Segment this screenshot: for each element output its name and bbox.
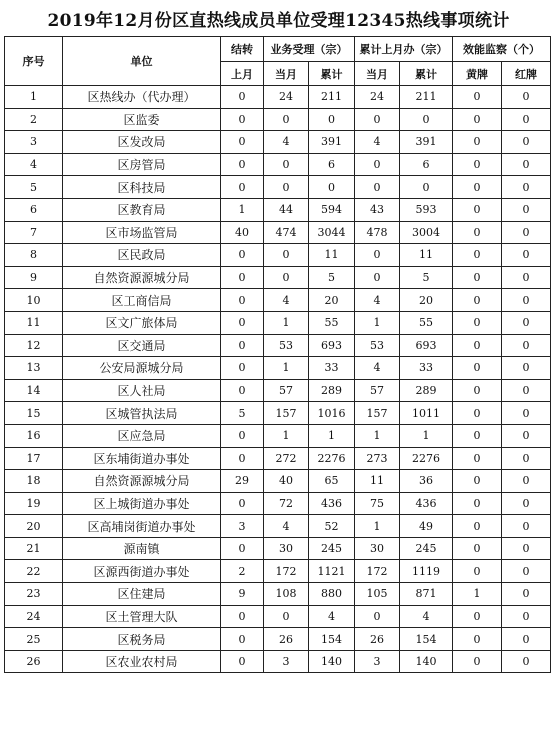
cell-yellow-card: 0 [453, 289, 502, 312]
cell-yellow-card: 0 [453, 605, 502, 628]
cell-business-this-month: 0 [264, 605, 309, 628]
cell-cumulative-total: 33 [400, 357, 453, 380]
cell-carryover-last-month: 0 [221, 492, 264, 515]
cell-business-this-month: 172 [264, 560, 309, 583]
cell-seq: 14 [5, 379, 63, 402]
cell-carryover-last-month: 5 [221, 402, 264, 425]
cell-seq: 11 [5, 311, 63, 334]
cell-seq: 21 [5, 537, 63, 560]
cell-business-total: 3044 [309, 221, 355, 244]
cell-carryover-last-month: 0 [221, 379, 264, 402]
cell-carryover-last-month: 0 [221, 311, 264, 334]
cell-carryover-last-month: 0 [221, 108, 264, 131]
cell-yellow-card: 0 [453, 447, 502, 470]
cell-business-this-month: 0 [264, 176, 309, 199]
cell-yellow-card: 0 [453, 402, 502, 425]
table-row [5, 424, 551, 447]
header-total-2: 累计 [400, 62, 453, 86]
table-row [5, 176, 551, 199]
cell-seq: 4 [5, 153, 63, 176]
cell-business-total: 391 [309, 131, 355, 154]
cell-yellow-card: 0 [453, 492, 502, 515]
cell-business-total: 6 [309, 153, 355, 176]
cell-business-total: 4 [309, 605, 355, 628]
cell-cumulative-total: 245 [400, 537, 453, 560]
cell-cumulative-total: 36 [400, 470, 453, 493]
header-efficiency: 效能监察（个） [453, 37, 551, 62]
cell-cumulative-this-month: 478 [355, 221, 400, 244]
cell-business-total: 0 [309, 108, 355, 131]
table-row [5, 583, 551, 606]
cell-cumulative-total: 211 [400, 86, 453, 109]
cell-cumulative-total: 871 [400, 583, 453, 606]
cell-red-card: 0 [502, 153, 551, 176]
cell-unit: 公安局源城分局 [63, 357, 221, 380]
cell-carryover-last-month: 0 [221, 244, 264, 267]
cell-cumulative-total: 5 [400, 266, 453, 289]
cell-carryover-last-month: 0 [221, 537, 264, 560]
cell-cumulative-total: 4 [400, 605, 453, 628]
table-row [5, 379, 551, 402]
cell-red-card: 0 [502, 379, 551, 402]
cell-red-card: 0 [502, 176, 551, 199]
cell-cumulative-total: 20 [400, 289, 453, 312]
cell-carryover-last-month: 0 [221, 357, 264, 380]
cell-red-card: 0 [502, 108, 551, 131]
cell-cumulative-this-month: 0 [355, 244, 400, 267]
cell-cumulative-total: 1 [400, 424, 453, 447]
cell-cumulative-total: 593 [400, 198, 453, 221]
cell-unit: 区东埔街道办事处 [63, 447, 221, 470]
cell-business-this-month: 108 [264, 583, 309, 606]
cell-carryover-last-month: 0 [221, 266, 264, 289]
cell-yellow-card: 0 [453, 86, 502, 109]
cell-unit: 区源西街道办事处 [63, 560, 221, 583]
table-row [5, 357, 551, 380]
cell-seq: 25 [5, 628, 63, 651]
cell-cumulative-total: 140 [400, 650, 453, 673]
cell-business-this-month: 272 [264, 447, 309, 470]
cell-unit: 源南镇 [63, 537, 221, 560]
cell-business-total: 55 [309, 311, 355, 334]
table-row [5, 470, 551, 493]
cell-yellow-card: 0 [453, 424, 502, 447]
cell-seq: 13 [5, 357, 63, 380]
table-row [5, 311, 551, 334]
cell-cumulative-this-month: 105 [355, 583, 400, 606]
cell-carryover-last-month: 0 [221, 424, 264, 447]
header-cumulative: 累计上月办（宗） [355, 37, 453, 62]
cell-seq: 15 [5, 402, 63, 425]
cell-yellow-card: 1 [453, 583, 502, 606]
cell-red-card: 0 [502, 131, 551, 154]
table-row [5, 334, 551, 357]
table-row [5, 221, 551, 244]
cell-business-total: 52 [309, 515, 355, 538]
cell-cumulative-this-month: 4 [355, 357, 400, 380]
cell-red-card: 0 [502, 334, 551, 357]
cell-carryover-last-month: 0 [221, 176, 264, 199]
cell-seq: 7 [5, 221, 63, 244]
cell-red-card: 0 [502, 492, 551, 515]
table-header [5, 37, 551, 86]
cell-unit: 区工商信局 [63, 289, 221, 312]
cell-cumulative-this-month: 26 [355, 628, 400, 651]
cell-seq: 6 [5, 198, 63, 221]
cell-seq: 10 [5, 289, 63, 312]
cell-business-this-month: 72 [264, 492, 309, 515]
table-row [5, 108, 551, 131]
cell-business-this-month: 1 [264, 424, 309, 447]
cell-seq: 20 [5, 515, 63, 538]
table-row [5, 86, 551, 109]
cell-cumulative-total: 49 [400, 515, 453, 538]
cell-cumulative-this-month: 11 [355, 470, 400, 493]
cell-business-total: 0 [309, 176, 355, 199]
cell-unit: 区人社局 [63, 379, 221, 402]
cell-unit: 区文广旅体局 [63, 311, 221, 334]
cell-cumulative-total: 55 [400, 311, 453, 334]
cell-unit: 区应急局 [63, 424, 221, 447]
table-row [5, 515, 551, 538]
cell-cumulative-this-month: 43 [355, 198, 400, 221]
cell-cumulative-this-month: 1 [355, 311, 400, 334]
cell-cumulative-this-month: 172 [355, 560, 400, 583]
cell-business-total: 20 [309, 289, 355, 312]
cell-red-card: 0 [502, 515, 551, 538]
cell-seq: 26 [5, 650, 63, 673]
cell-business-this-month: 0 [264, 244, 309, 267]
cell-unit: 区城管执法局 [63, 402, 221, 425]
statistics-table [4, 36, 551, 673]
cell-business-total: 33 [309, 357, 355, 380]
cell-carryover-last-month: 0 [221, 447, 264, 470]
cell-unit: 区市场监管局 [63, 221, 221, 244]
cell-business-total: 11 [309, 244, 355, 267]
cell-carryover-last-month: 29 [221, 470, 264, 493]
cell-business-total: 1121 [309, 560, 355, 583]
cell-cumulative-this-month: 30 [355, 537, 400, 560]
table-row [5, 605, 551, 628]
table-body [5, 86, 551, 673]
cell-carryover-last-month: 1 [221, 198, 264, 221]
cell-cumulative-this-month: 75 [355, 492, 400, 515]
cell-red-card: 0 [502, 470, 551, 493]
table-row [5, 131, 551, 154]
cell-cumulative-this-month: 0 [355, 605, 400, 628]
cell-cumulative-total: 436 [400, 492, 453, 515]
cell-business-this-month: 3 [264, 650, 309, 673]
cell-seq: 12 [5, 334, 63, 357]
cell-red-card: 0 [502, 537, 551, 560]
cell-cumulative-this-month: 1 [355, 515, 400, 538]
cell-red-card: 0 [502, 357, 551, 380]
cell-business-total: 245 [309, 537, 355, 560]
cell-unit: 区民政局 [63, 244, 221, 267]
cell-business-this-month: 4 [264, 131, 309, 154]
cell-unit: 区教育局 [63, 198, 221, 221]
cell-cumulative-total: 0 [400, 176, 453, 199]
cell-unit: 自然资源源城分局 [63, 470, 221, 493]
cell-cumulative-this-month: 0 [355, 153, 400, 176]
cell-business-this-month: 4 [264, 515, 309, 538]
cell-yellow-card: 0 [453, 515, 502, 538]
cell-unit: 区土管理大队 [63, 605, 221, 628]
table-row [5, 266, 551, 289]
cell-carryover-last-month: 3 [221, 515, 264, 538]
cell-red-card: 0 [502, 221, 551, 244]
table-row [5, 628, 551, 651]
cell-business-total: 65 [309, 470, 355, 493]
header-total: 累计 [309, 62, 355, 86]
cell-business-total: 1016 [309, 402, 355, 425]
table-row [5, 447, 551, 470]
cell-carryover-last-month: 0 [221, 289, 264, 312]
cell-cumulative-total: 11 [400, 244, 453, 267]
cell-unit: 区监委 [63, 108, 221, 131]
header-unit: 单位 [63, 37, 221, 86]
cell-business-total: 140 [309, 650, 355, 673]
cell-cumulative-total: 289 [400, 379, 453, 402]
cell-business-this-month: 40 [264, 470, 309, 493]
cell-carryover-last-month: 0 [221, 628, 264, 651]
cell-yellow-card: 0 [453, 628, 502, 651]
cell-red-card: 0 [502, 86, 551, 109]
cell-business-this-month: 30 [264, 537, 309, 560]
cell-business-this-month: 24 [264, 86, 309, 109]
cell-carryover-last-month: 0 [221, 153, 264, 176]
cell-cumulative-total: 2276 [400, 447, 453, 470]
cell-red-card: 0 [502, 650, 551, 673]
cell-unit: 区科技局 [63, 176, 221, 199]
table-row [5, 289, 551, 312]
cell-carryover-last-month: 0 [221, 334, 264, 357]
cell-seq: 19 [5, 492, 63, 515]
cell-business-this-month: 44 [264, 198, 309, 221]
cell-business-this-month: 157 [264, 402, 309, 425]
cell-business-total: 594 [309, 198, 355, 221]
cell-unit: 区上城街道办事处 [63, 492, 221, 515]
cell-cumulative-total: 6 [400, 153, 453, 176]
cell-unit: 自然资源源城分局 [63, 266, 221, 289]
table-row [5, 537, 551, 560]
cell-unit: 区农业农村局 [63, 650, 221, 673]
cell-cumulative-this-month: 57 [355, 379, 400, 402]
cell-cumulative-this-month: 53 [355, 334, 400, 357]
cell-red-card: 0 [502, 628, 551, 651]
cell-cumulative-total: 0 [400, 108, 453, 131]
table-row [5, 153, 551, 176]
cell-red-card: 0 [502, 447, 551, 470]
cell-business-total: 1 [309, 424, 355, 447]
cell-seq: 2 [5, 108, 63, 131]
cell-red-card: 0 [502, 560, 551, 583]
cell-yellow-card: 0 [453, 221, 502, 244]
cell-yellow-card: 0 [453, 244, 502, 267]
cell-yellow-card: 0 [453, 198, 502, 221]
cell-seq: 23 [5, 583, 63, 606]
header-carryover: 结转 [221, 37, 264, 62]
cell-unit: 区高埔岗街道办事处 [63, 515, 221, 538]
cell-business-this-month: 474 [264, 221, 309, 244]
cell-business-this-month: 57 [264, 379, 309, 402]
cell-carryover-last-month: 0 [221, 86, 264, 109]
cell-seq: 8 [5, 244, 63, 267]
cell-business-this-month: 53 [264, 334, 309, 357]
cell-business-total: 5 [309, 266, 355, 289]
cell-carryover-last-month: 2 [221, 560, 264, 583]
cell-business-this-month: 1 [264, 311, 309, 334]
cell-business-total: 436 [309, 492, 355, 515]
table-row [5, 650, 551, 673]
cell-red-card: 0 [502, 402, 551, 425]
cell-yellow-card: 0 [453, 560, 502, 583]
cell-cumulative-this-month: 4 [355, 131, 400, 154]
cell-carryover-last-month: 40 [221, 221, 264, 244]
cell-seq: 22 [5, 560, 63, 583]
cell-cumulative-this-month: 0 [355, 108, 400, 131]
cell-cumulative-this-month: 157 [355, 402, 400, 425]
cell-red-card: 0 [502, 583, 551, 606]
table-row [5, 198, 551, 221]
cell-unit: 区房管局 [63, 153, 221, 176]
cell-cumulative-total: 1011 [400, 402, 453, 425]
cell-red-card: 0 [502, 311, 551, 334]
cell-business-this-month: 1 [264, 357, 309, 380]
cell-unit: 区热线办（代办理） [63, 86, 221, 109]
cell-seq: 5 [5, 176, 63, 199]
cell-seq: 16 [5, 424, 63, 447]
cell-carryover-last-month: 0 [221, 131, 264, 154]
cell-red-card: 0 [502, 198, 551, 221]
cell-cumulative-total: 154 [400, 628, 453, 651]
cell-carryover-last-month: 0 [221, 650, 264, 673]
cell-cumulative-total: 3004 [400, 221, 453, 244]
cell-business-this-month: 0 [264, 266, 309, 289]
cell-business-total: 2276 [309, 447, 355, 470]
header-yellow-card: 黄牌 [453, 62, 502, 86]
cell-business-total: 154 [309, 628, 355, 651]
cell-business-this-month: 0 [264, 108, 309, 131]
cell-business-total: 289 [309, 379, 355, 402]
cell-cumulative-this-month: 0 [355, 176, 400, 199]
cell-red-card: 0 [502, 424, 551, 447]
table-row [5, 492, 551, 515]
cell-seq: 24 [5, 605, 63, 628]
cell-yellow-card: 0 [453, 266, 502, 289]
cell-business-this-month: 26 [264, 628, 309, 651]
cell-yellow-card: 0 [453, 131, 502, 154]
cell-unit: 区交通局 [63, 334, 221, 357]
cell-cumulative-this-month: 4 [355, 289, 400, 312]
cell-unit: 区税务局 [63, 628, 221, 651]
cell-red-card: 0 [502, 289, 551, 312]
cell-yellow-card: 0 [453, 176, 502, 199]
cell-seq: 9 [5, 266, 63, 289]
cell-business-total: 693 [309, 334, 355, 357]
header-last-month: 上月 [221, 62, 264, 86]
page-title: 2019年12月份区直热线成员单位受理12345热线事项统计 [47, 11, 510, 31]
cell-yellow-card: 0 [453, 153, 502, 176]
cell-yellow-card: 0 [453, 470, 502, 493]
header-business: 业务受理（宗） [264, 37, 355, 62]
cell-seq: 1 [5, 86, 63, 109]
cell-seq: 18 [5, 470, 63, 493]
cell-business-this-month: 4 [264, 289, 309, 312]
cell-carryover-last-month: 0 [221, 605, 264, 628]
cell-cumulative-this-month: 3 [355, 650, 400, 673]
header-seq: 序号 [5, 37, 63, 86]
header-this-month-2: 当月 [355, 62, 400, 86]
cell-cumulative-total: 391 [400, 131, 453, 154]
cell-yellow-card: 0 [453, 650, 502, 673]
cell-yellow-card: 0 [453, 537, 502, 560]
cell-red-card: 0 [502, 605, 551, 628]
cell-red-card: 0 [502, 244, 551, 267]
cell-business-total: 211 [309, 86, 355, 109]
cell-yellow-card: 0 [453, 334, 502, 357]
cell-yellow-card: 0 [453, 379, 502, 402]
table-row [5, 402, 551, 425]
cell-cumulative-total: 693 [400, 334, 453, 357]
cell-seq: 17 [5, 447, 63, 470]
cell-cumulative-this-month: 0 [355, 266, 400, 289]
table-row [5, 244, 551, 267]
cell-cumulative-this-month: 24 [355, 86, 400, 109]
cell-unit: 区发改局 [63, 131, 221, 154]
cell-unit: 区住建局 [63, 583, 221, 606]
cell-seq: 3 [5, 131, 63, 154]
header-red-card: 红牌 [502, 62, 551, 86]
cell-carryover-last-month: 9 [221, 583, 264, 606]
cell-business-this-month: 0 [264, 153, 309, 176]
cell-cumulative-this-month: 1 [355, 424, 400, 447]
cell-cumulative-total: 1119 [400, 560, 453, 583]
table-row [5, 560, 551, 583]
cell-cumulative-this-month: 273 [355, 447, 400, 470]
header-this-month: 当月 [264, 62, 309, 86]
cell-red-card: 0 [502, 266, 551, 289]
cell-business-total: 880 [309, 583, 355, 606]
cell-yellow-card: 0 [453, 108, 502, 131]
cell-yellow-card: 0 [453, 357, 502, 380]
cell-yellow-card: 0 [453, 311, 502, 334]
